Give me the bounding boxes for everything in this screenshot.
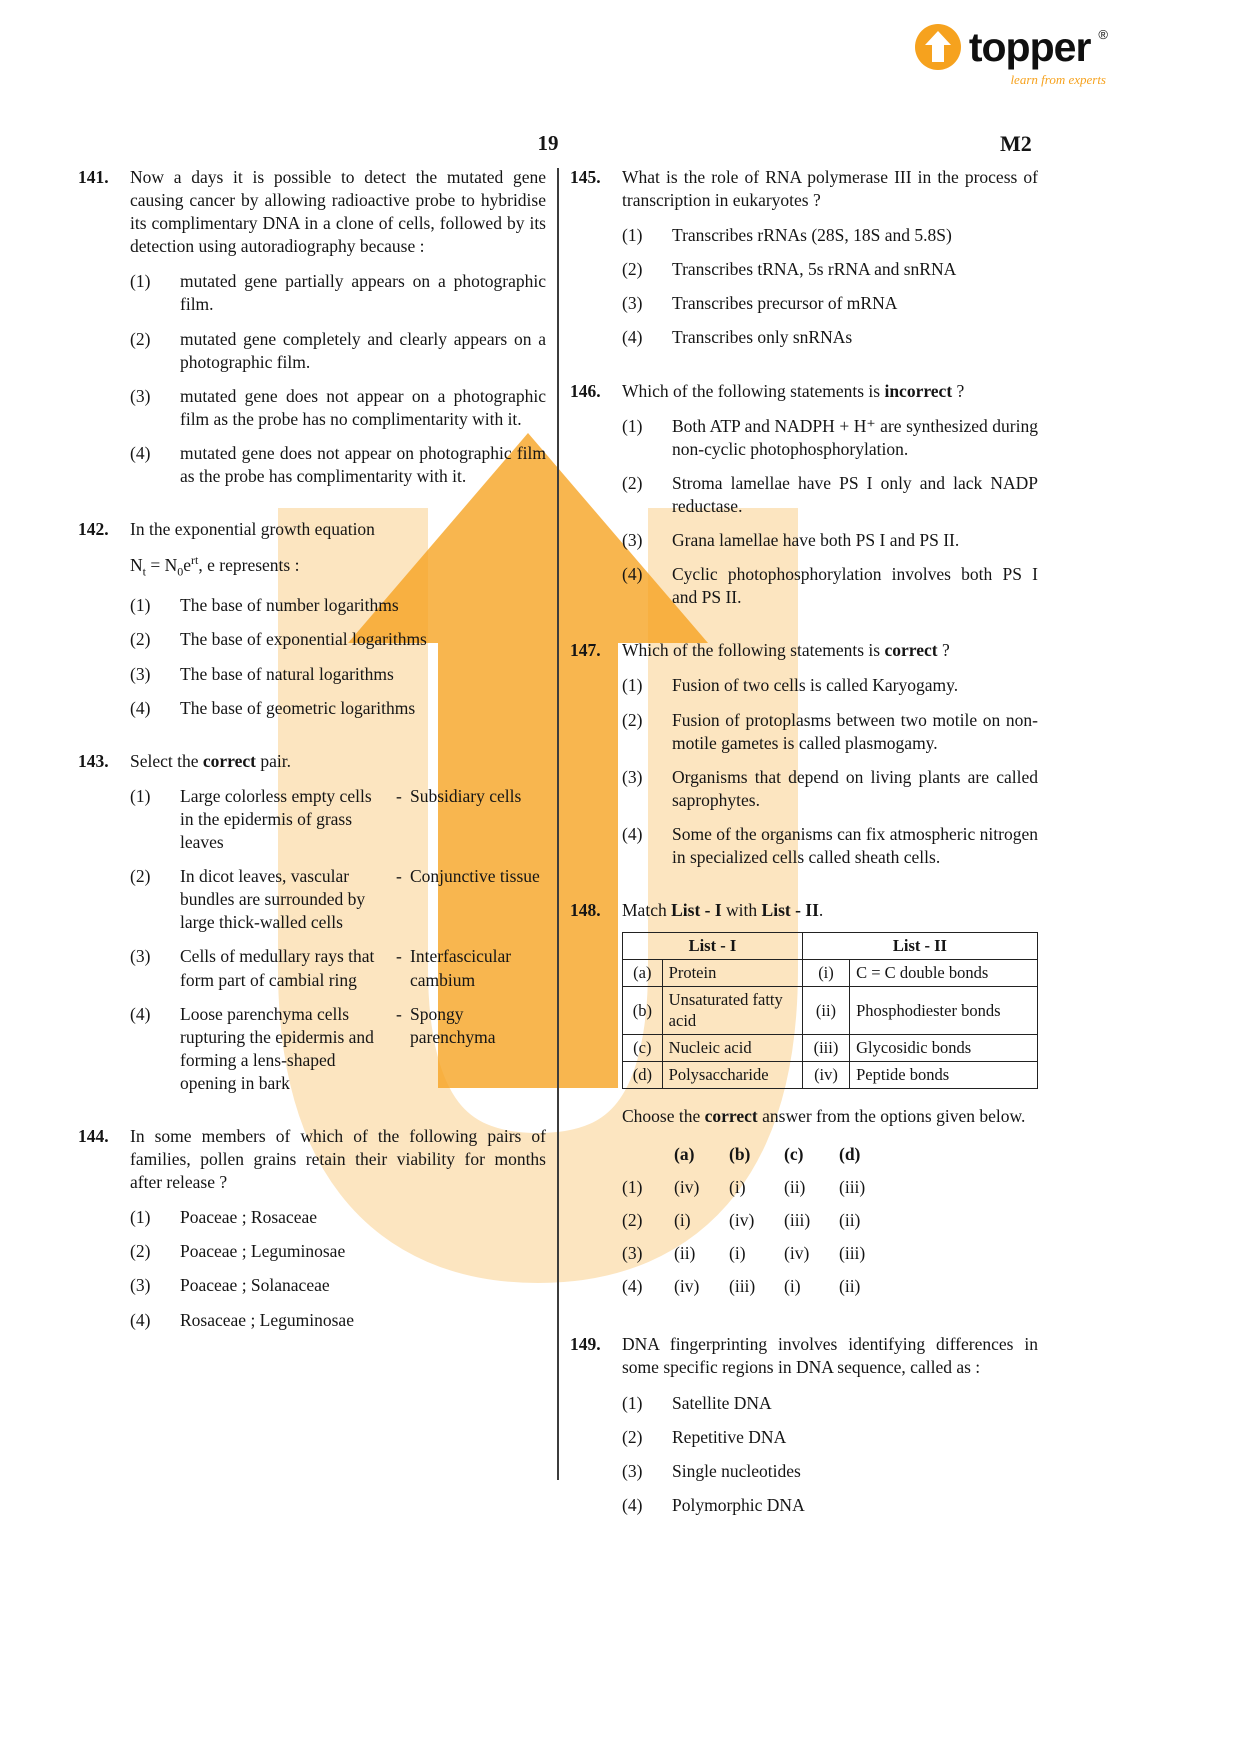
formula-sup: rt [191,553,199,568]
option-label: (3) [130,385,151,406]
option-label: (4) [130,1003,151,1024]
option-label: (2) [622,472,643,493]
matrix-header: (b) [729,1143,751,1164]
option-label: (2) [130,1241,151,1262]
matrix-row [622,1237,894,1270]
option-text: Both ATP and NADPH + H⁺ are synthesized during non-cyclic photophosphorylation. [672,415,1038,459]
pair-dash: - [396,866,402,887]
matrix-cell: (iv) [729,1210,755,1231]
option-text: The base of exponential logarithms [180,629,427,650]
question-number: 148. [570,900,601,921]
option-145-1 [622,224,1038,247]
option-149-3 [622,1460,1038,1483]
question-number: 142. [78,519,109,540]
question-number: 146. [570,380,601,401]
pair-dash: - [396,946,402,967]
option-text: mutated gene partially appears on a photographic film. [180,271,546,315]
option-141-3 [130,385,546,431]
option-143-3 [130,945,546,991]
option-label: (3) [622,766,643,787]
option-label: (1) [130,785,151,806]
matrix-cell: (ii) [839,1276,861,1297]
option-label: (2) [622,1426,643,1447]
option-147-1 [622,674,1038,697]
matrix-header: (d) [839,1143,861,1164]
question-144 [78,1125,546,1332]
option-label: (2) [130,328,151,349]
question-text: Match List - I with List - II. [622,900,824,921]
list1-cell: Polysaccharide [662,1061,802,1088]
option-label: (2) [622,259,643,280]
row-label: (ii) [802,986,849,1035]
option-label: (1) [622,675,643,696]
option-label: (1) [130,595,151,616]
match-list-table [622,932,1038,1089]
question-number: 143. [78,750,109,771]
growth-equation-formula [130,553,546,580]
formula-part: e [183,555,192,576]
option-label: (4) [130,442,151,463]
matrix-header: (c) [784,1143,804,1164]
table-row [623,986,1038,1035]
matrix-cell: (i) [784,1276,801,1297]
column-divider [557,168,559,1480]
option-147-2 [622,709,1038,755]
pair-dash: - [396,785,402,806]
option-text: Poaceae ; Solanaceae [180,1275,330,1296]
option-text: Transcribes tRNA, 5s rRNA and snRNA [672,259,957,280]
option-146-2 [622,472,1038,518]
matrix-cell: (iii) [729,1276,756,1297]
question-text: In the exponential growth equation [130,519,375,540]
choose-instruction: Choose the correct answer from the options given below. [622,1105,1026,1126]
question-text: Now a days it is possible to detect the mutated gene causing cancer by allowing radioactive probe to hybridise its complimentary DNA in a clone of cells, followed by its detection using autoradiography because : [130,167,546,257]
option-text: Organisms that depend on living plants are called saprophytes. [672,766,1038,810]
pair-answer: Subsidiary cells [410,785,522,806]
option-146-3 [622,529,1038,552]
option-label: (3) [622,1243,643,1264]
options-list [78,270,546,488]
question-number: 145. [570,167,601,187]
row-label: (b) [623,986,663,1035]
pair-answer: Spongy parenchyma [410,1003,496,1047]
question-145 [570,166,1038,350]
option-label: (2) [130,866,151,887]
formula-sub: t [142,564,146,579]
paper-code: M2 [1000,131,1032,156]
option-text: Transcribes precursor of mRNA [672,293,898,314]
option-text: Fusion of two cells is called Karyogamy. [672,675,959,696]
option-text: Single nucleotides [672,1460,801,1481]
option-text: Cells of medullary rays that form part of cambial ring [180,946,375,990]
option-text: Transcribes rRNAs (28S, 18S and 5.8S) [672,225,952,246]
option-text: mutated gene completely and clearly appears on a photographic film. [180,328,546,372]
option-149-1 [622,1392,1038,1415]
option-141-4 [130,442,546,488]
option-text: Fusion of protoplasms between two motile on non-motile gametes is called plasmogamy. [672,709,1038,753]
options-list [570,1392,1038,1517]
list2-header: List - II [802,933,1037,960]
option-label: (4) [622,564,643,585]
option-143-4 [130,1003,546,1095]
question-number: 149. [570,1334,601,1355]
option-text: Polymorphic DNA [672,1494,805,1515]
option-text: Repetitive DNA [672,1426,787,1447]
question-text: Which of the following statements is correct ? [622,640,950,661]
list1-cell: Unsaturated fatty acid [662,986,802,1035]
question-146 [570,380,1038,610]
option-144-3 [130,1274,546,1297]
row-label: (i) [802,959,849,986]
pair-answer: Conjunctive tissue [410,866,540,887]
question-text: Which of the following statements is incorrect ? [622,380,965,401]
option-145-4 [622,326,1038,349]
formula-part: N [130,555,143,576]
formula-part: , e represents : [198,555,300,576]
matrix-cell: (i) [729,1243,746,1264]
option-label: (2) [130,629,151,650]
row-label: (iv) [802,1061,849,1088]
pair-answer: Interfascicular cambium [410,946,512,990]
question-143 [78,750,546,1095]
option-145-2 [622,258,1038,281]
option-label: (4) [622,1494,643,1515]
formula-part: = N [145,555,178,576]
matrix-header-row [622,1138,894,1171]
list1-cell: Protein [662,959,802,986]
option-label: (1) [622,1176,643,1197]
row-label: (a) [623,959,663,986]
option-text: Large colorless empty cells in the epidermis of grass leaves [180,785,372,853]
option-147-4 [622,823,1038,869]
option-141-1 [130,270,546,316]
page-number: 19 [537,131,559,155]
option-text: In dicot leaves, vascular bundles are surrounded by large thick-walled cells [180,866,366,933]
option-146-4 [622,563,1038,609]
matrix-cell: (iv) [674,1176,700,1197]
option-text: Cyclic photophosphorylation involves both PS I and PS II. [672,564,1038,608]
option-label: (1) [130,271,151,292]
matrix-cell: (i) [729,1176,746,1197]
option-text: The base of number logarithms [180,595,399,616]
matrix-cell: (i) [674,1210,691,1231]
answer-matrix [622,1138,894,1303]
option-label: (4) [622,823,643,844]
utopper-logo-icon [915,24,961,70]
option-142-2 [130,628,546,651]
option-144-4 [130,1309,546,1332]
right-column [570,166,1038,1547]
question-141 [78,166,546,488]
option-label: (4) [130,1309,151,1330]
option-text: Poaceae ; Rosaceae [180,1207,318,1228]
matrix-cell: (iii) [839,1243,866,1264]
brand-name: topper [968,23,1091,70]
question-147 [570,639,1038,869]
option-label: (3) [130,663,151,684]
option-142-4 [130,697,546,720]
option-text: Rosaceae ; Leguminosae [180,1309,354,1330]
table-row [623,1061,1038,1088]
option-text: mutated gene does not appear on photographic film as the probe has complimentarity with it. [180,442,546,487]
option-text: Satellite DNA [672,1392,772,1413]
question-text: In some members of which of the following pairs of families, pollen grains retain their viability for months after release ? [130,1125,546,1193]
options-list [78,594,546,719]
matrix-cell: (iv) [674,1276,700,1297]
option-141-2 [130,328,546,374]
option-144-1 [130,1206,546,1229]
matrix-cell: (ii) [784,1176,806,1197]
table-row [623,959,1038,986]
question-number: 141. [78,167,109,187]
option-label: (2) [622,709,643,730]
option-146-1 [622,415,1038,461]
list2-cell: Peptide bonds [850,1061,1038,1088]
option-text: Grana lamellae have both PS I and PS II. [672,530,960,551]
left-column [78,166,546,1362]
matrix-row [622,1204,894,1237]
option-label: (4) [130,697,151,718]
option-text: Stroma lamellae have PS I only and lack NADP reductase. [672,472,1038,516]
option-label: (1) [130,1207,151,1228]
option-label: (1) [622,1392,643,1413]
pair-dash: - [396,1003,402,1024]
matrix-cell: (ii) [674,1243,696,1264]
option-label: (3) [130,1275,151,1296]
option-label: (3) [130,946,151,967]
list1-cell: Nucleic acid [662,1035,802,1062]
option-144-2 [130,1240,546,1263]
row-label: (c) [623,1035,663,1062]
option-label: (4) [622,327,643,348]
option-label: (3) [622,293,643,314]
list2-cell: C = C double bonds [850,959,1038,986]
question-149 [570,1333,1038,1517]
matrix-cell: (iii) [784,1210,811,1231]
option-147-3 [622,766,1038,812]
options-list [78,785,546,1095]
row-label: (d) [623,1061,663,1088]
option-text: Some of the organisms can fix atmospheric nitrogen in specialized cells called sheath cells. [672,823,1038,867]
question-text: DNA fingerprinting involves identifying differences in some specific regions in DNA sequence, called as : [622,1334,1038,1378]
option-145-3 [622,292,1038,315]
question-number: 147. [570,640,601,661]
option-143-1 [130,785,546,854]
list2-cell: Glycosidic bonds [850,1035,1038,1062]
option-text: The base of natural logarithms [180,663,394,684]
option-label: (2) [622,1210,643,1231]
option-label: (1) [622,225,643,246]
matrix-cell: (iv) [784,1243,810,1264]
question-text: Select the correct pair. [130,750,291,771]
option-text: Transcribes only snRNAs [672,327,853,348]
option-149-4 [622,1494,1038,1517]
options-list [570,674,1038,869]
list2-cell: Phosphodiester bonds [850,986,1038,1035]
option-label: (1) [622,415,643,436]
option-label: (4) [622,1276,643,1297]
matrix-cell: (iii) [839,1176,866,1197]
option-142-3 [130,663,546,686]
option-label: (3) [622,530,643,551]
registered-mark: ® [1098,27,1108,42]
options-list [570,415,1038,610]
row-label: (iii) [802,1035,849,1062]
option-label: (3) [622,1460,643,1481]
matrix-row [622,1171,894,1204]
list1-header: List - I [623,933,803,960]
utopper-logo [915,24,1108,88]
formula-sub: 0 [177,564,184,579]
question-142 [78,518,546,720]
brand-tagline: learn from experts [1010,72,1106,87]
option-149-2 [622,1426,1038,1449]
option-142-1 [130,594,546,617]
option-text: Poaceae ; Leguminosae [180,1241,346,1262]
matrix-cell: (ii) [839,1210,861,1231]
options-list [570,224,1038,349]
option-143-2 [130,865,546,934]
matrix-header: (a) [674,1143,695,1164]
question-148 [570,899,1038,1303]
table-row [623,1035,1038,1062]
option-text: The base of geometric logarithms [180,697,416,718]
option-text: Loose parenchyma cells rupturing the epidermis and forming a lens-shaped opening in bark [180,1003,374,1093]
options-list [78,1206,546,1331]
question-number: 144. [78,1125,109,1146]
question-text: What is the role of RNA polymerase III in the process of transcription in eukaryotes ? [622,167,1038,211]
matrix-row [622,1270,894,1303]
option-text: mutated gene does not appear on a photographic film as the probe has no complimentarity with it. [180,385,546,429]
